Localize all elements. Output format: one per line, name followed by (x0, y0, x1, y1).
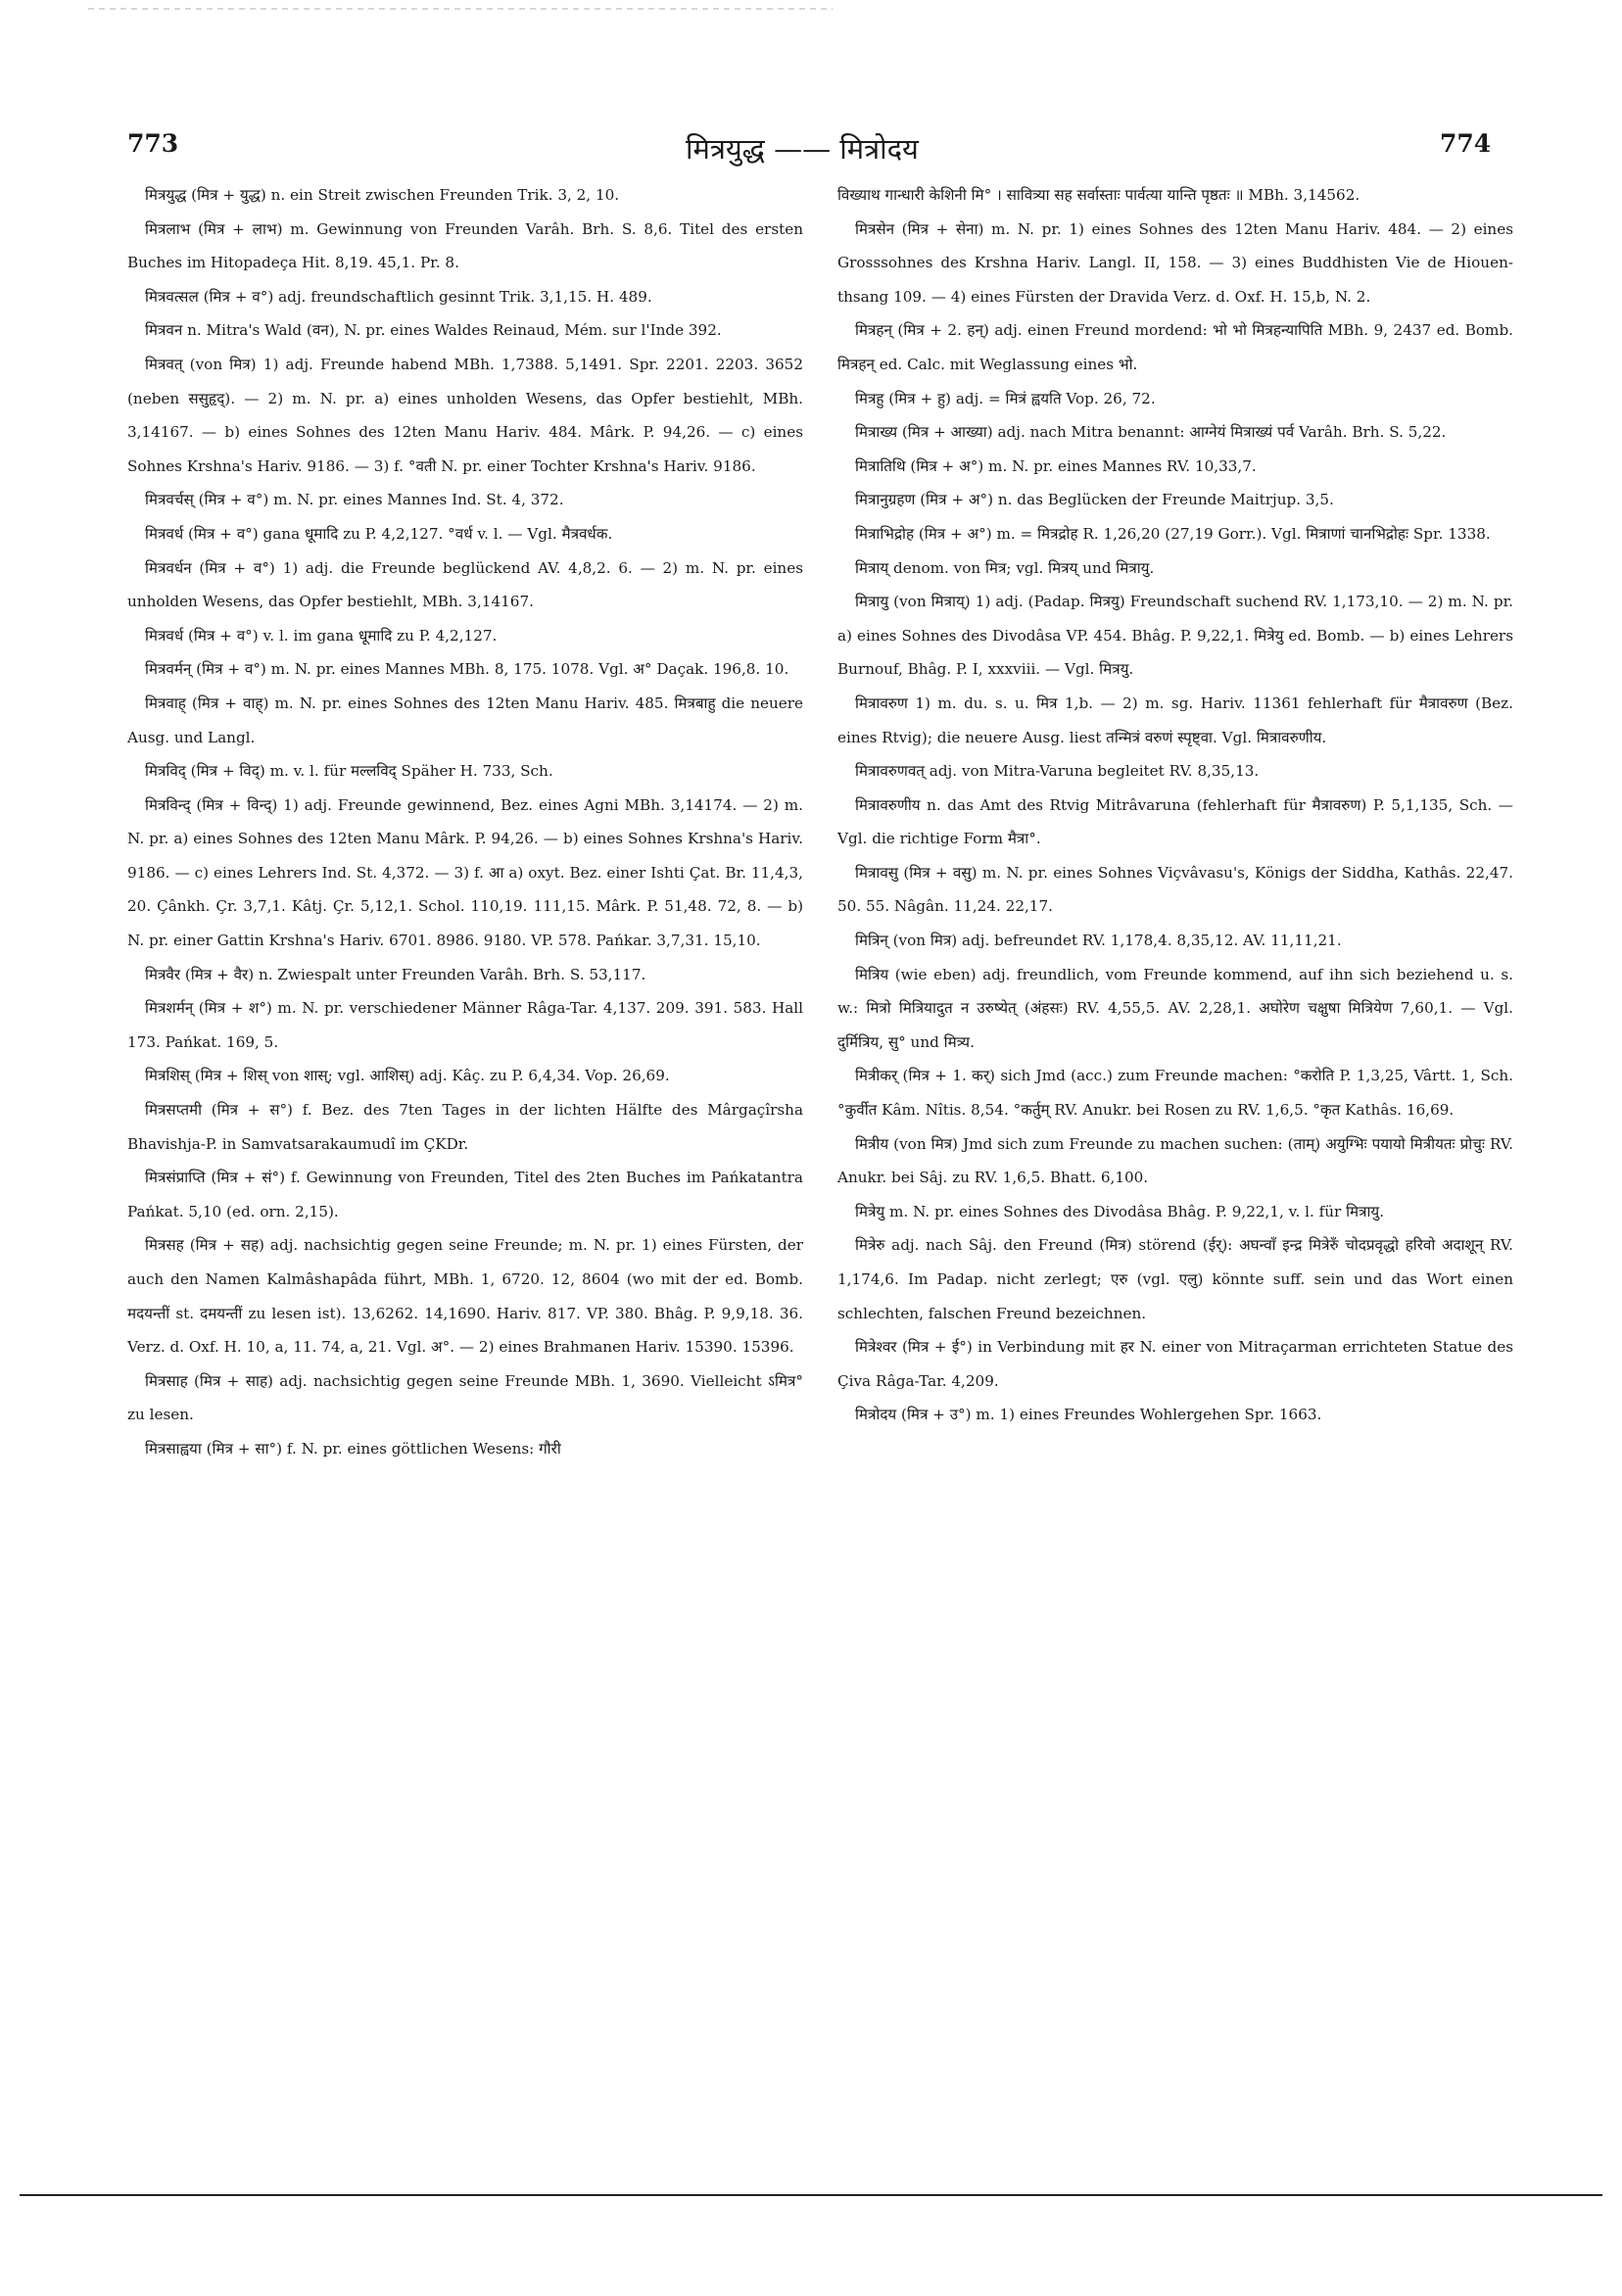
dictionary-entry: मित्राभिद्रोह (मित्र + अ°) m. = मित्रद्रोह R. 1,26,20 (27,19 Gorr.). Vgl. मित्राणां चानभिद्रोहः Spr. 1338. (855, 524, 1491, 543)
page-number-right: 774 (1440, 129, 1492, 158)
dictionary-entry: मित्रानुग्रहण (मित्र + अ°) n. das Beglücken der Freunde Maitrjup. 3,5. (855, 491, 1334, 509)
page-number-left: 773 (127, 129, 179, 158)
left-column (127, 178, 803, 1466)
dictionary-entry: मित्रेश्वर (मित्र + ई°) in Verbindung mit हर N. einer von Mitraçarman errichteten Statue des Çiva Râga-Tar. 4,209. (837, 1338, 1513, 1390)
dictionary-entry: मित्रवाह् (मित्र + वाह्) m. N. pr. eines Sohnes des 12ten Manu Hariv. 485. मित्रबाहु die neuere Ausg. und Langl. (127, 694, 803, 746)
dictionary-entry: मित्रशिस् (मित्र + शिस् von शास्; vgl. आशिस्) adj. Kâç. zu P. 6,4,34. Vop. 26,69. (145, 1067, 670, 1085)
scan-artifact-line (88, 8, 833, 10)
dictionary-entry: मित्रावरुणीय n. das Amt des Rtvig Mitrâvaruna (fehlerhaft für मैत्रावरुण) P. 5,1,135, Sch. — Vgl. die richtige Form मैत्रा°. (837, 795, 1513, 848)
dictionary-entry: मित्रावरुणवत् adj. von Mitra-Varuna begleitet RV. 8,35,13. (855, 762, 1260, 781)
bottom-rule (20, 2194, 1602, 2196)
dictionary-entry: मित्रेरु adj. nach Sâj. den Freund (मित्र) störend (ईर्): अघन्वाँ इन्द्र मित्रेरुँ चोदप्रवृद्धो हरिवो अदाशून् RV. 1,174,6. Im Padap. nicht zerlegt; एरु (vgl. एलु) könnte suff. sein und das Wort einen schlechten, falschen Freund bezeichnen. (837, 1236, 1513, 1322)
dictionary-entry: मित्रवर्मन् (मित्र + व°) m. N. pr. eines Mannes MBh. 8, 175. 1078. Vgl. अ° Daçak. 196,8. 10. (145, 660, 789, 679)
dictionary-entry: मित्रवत्सल (मित्र + व°) adj. freundschaftlich gesinnt Trik. 3,1,15. H. 489. (145, 287, 652, 306)
dictionary-entry: मित्रलाभ (मित्र + लाभ) m. Gewinnung von Freunden Varâh. Brh. S. 8,6. Titel des ersten Buches im Hitopadeça Hit. 8,19. 45,1. Pr. 8. (127, 219, 803, 272)
dictionary-entry: मित्रहन् (मित्र + 2. हन्) adj. einen Freund mordend: भो भो मित्रहन्यापिति MBh. 9, 2437 ed. Bomb. मित्रहन् ed. Calc. mit Weglassung eines भो. (837, 321, 1513, 373)
dictionary-entry: मित्रविद् (मित्र + विद्) m. v. l. für मल्लविद् Späher H. 733, Sch. (145, 762, 553, 781)
dictionary-entry: मित्रसंप्राप्ति (मित्र + सं°) f. Gewinnung von Freunden, Titel des 2ten Buches im Pańkatantra Pańkat. 5,10 (ed. orn. 2,15). (127, 1169, 803, 1220)
dictionary-entry: मित्रिय (wie eben) adj. freundlich, vom Freunde kommend, auf ihn sich beziehend u. s. w.: मित्रो मित्रियादुत न उरुष्येत् (अंहसः) RV. 4,55,5. AV. 2,28,1. अघोरेण चक्षुषा मित्रियेण 7,60,1. — Vgl. दुर्मित्रिय, सु° und मित्र्य. (837, 965, 1513, 1051)
running-title: मित्रयुद्ध —— मित्रोदय (686, 132, 919, 166)
dictionary-entry: मित्रवन n. Mitra's Wald (वन), N. pr. eines Waldes Reinaud, Mém. sur l'Inde 392. (145, 321, 722, 340)
dictionary-entry: मित्रसेन (मित्र + सेना) m. N. pr. 1) eines Sohnes des 12ten Manu Hariv. 484. — 2) eines Grosssohnes des Krshna Hariv. Langl. II, 158. — 3) eines Buddhisten Vie de Hiouen-thsang 109. — 4) eines Fürsten der Dravida Verz. d. Oxf. H. 15,b, N. 2. (837, 219, 1513, 306)
dictionary-entry: मित्रवैर (मित्र + वैर) n. Zwiespalt unter Freunden Varâh. Brh. S. 53,117. (145, 965, 646, 983)
dictionary-entry: मित्रसाह्वया (मित्र + सा°) f. N. pr. eines göttlichen Wesens: गौरी (145, 1439, 561, 1458)
dictionary-entry: मित्रीकर् (मित्र + 1. कर्) sich Jmd (acc.) zum Freunde machen: °करोति P. 1,3,25, Vârtt. 1, Sch. °कुर्वीत Kâm. Nîtis. 8,54. °कर्तुम् RV. Anukr. bei Rosen zu RV. 1,6,5. °कृत Kathâs. 16,69. (837, 1067, 1513, 1120)
dictionary-entry: मित्रोदय (मित्र + उ°) m. 1) eines Freundes Wohlergehen Spr. 1663. (855, 1406, 1322, 1424)
dictionary-entry: मित्रायु (von मित्राय्) 1) adj. (Padap. मित्रयु) Freundschaft suchend RV. 1,173,10. — 2) m. N. pr. a) eines Sohnes des Divodâsa VP. 454. Bhâg. P. 9,22,1. मित्रेयु ed. Bomb. — b) eines Lehrers Burnouf, Bhâg. P. I, xxxviii. — Vgl. मित्रयु. (837, 593, 1513, 679)
dictionary-entry: विख्याथ गान्धारी केशिनी मि° । सावित्र्या सह सर्वास्ताः पार्वत्या यान्ति पृष्ठतः ॥ MBh. 3,14562. (837, 186, 1360, 204)
dictionary-entry: मित्राय् denom. von मित्र; vgl. मित्रय् und मित्रायु. (855, 558, 1155, 577)
right-column (837, 178, 1513, 1432)
dictionary-entry: मित्रावरुण 1) m. du. s. u. मित्र 1,b. — 2) m. sg. Hariv. 11361 fehlerhaft für मैत्रावरुण (Bez. eines Rtvig); die neuere Ausg. liest तन्मित्रं वरुणं स्पृष्ट्वा. Vgl. मित्रावरुणीय. (837, 694, 1513, 746)
dictionary-entry: मित्रवर्ध (मित्र + व°) v. l. im gana धूमादि zu P. 4,2,127. (145, 626, 498, 645)
dictionary-entry: मित्रसप्तमी (मित्र + स°) f. Bez. des 7ten Tages in der lichten Hälfte des Mârgaçîrsha Bhavishja-P. in Samvatsarakaumudî im ÇKDr. (127, 1101, 803, 1153)
dictionary-entry: मित्रवर्धन (मित्र + व°) 1) adj. die Freunde beglückend AV. 4,8,2. 6. — 2) m. N. pr. eines unholden Wesens, das Opfer bestiehlt, MBh. 3,14167. (127, 558, 803, 611)
dictionary-entry: मित्रीय (von मित्र) Jmd sich zum Freunde zu machen suchen: (ताम्) अयुग्भिः पयायो मित्रीयतः प्रोचुः RV. Anukr. bei Sâj. zu RV. 1,6,5. Bhatt. 6,100. (837, 1134, 1513, 1187)
dictionary-entry: मित्रिन् (von मित्र) adj. befreundet RV. 1,178,4. 8,35,12. AV. 11,11,21. (855, 932, 1342, 950)
dictionary-entry: मित्रवत् (von मित्र) 1) adj. Freunde habend MBh. 1,7388. 5,1491. Spr. 2201. 2203. 3652 (neben ससुहृद्). — 2) m. N. pr. a) eines unholden Wesens, das Opfer bestiehlt, MBh. 3,14167. — b) eines Sohnes des 12ten Manu Hariv. 484. Mârk. P. 94,26. — c) eines Sohnes Krshna's Hariv. 9186. — 3) f. °वती N. pr. einer Tochter Krshna's Hariv. 9186. (127, 355, 803, 475)
dictionary-entry: मित्रातिथि (मित्र + अ°) m. N. pr. eines Mannes RV. 10,33,7. (855, 456, 1257, 475)
dictionary-entry: मित्राख्य (मित्र + आख्या) adj. nach Mitra benannt: आग्नेयं मित्राख्यं पर्व Varâh. Brh. S. 5,22. (855, 423, 1447, 442)
dictionary-entry: मित्रविन्द् (मित्र + विन्द्) 1) adj. Freunde gewinnend, Bez. eines Agni MBh. 3,14174. — 2) m. N. pr. a) eines Sohnes des 12ten Manu Mârk. P. 94,26. — b) eines Sohnes Krshna's Hariv. 9186. — c) eines Lehrers Ind. St. 4,372. — 3) f. आ a) oxyt. Bez. einer Ishti Çat. Br. 11,4,3, 20. Çânkh. Çr. 3,7,1. Kâtj. Çr. 5,12,1. Schol. 110,19. 111,15. Mârk. P. 51,48. 72, 8. — b) N. pr. einer Gattin Krshna's Hariv. 6701. 8986. 9180. VP. 578. Pańkar. 3,7,31. 15,10. (127, 795, 803, 950)
dictionary-entry: मित्रसह (मित्र + सह) adj. nachsichtig gegen seine Freunde; m. N. pr. 1) eines Fürsten, der auch den Namen Kalmâshapâda führt, MBh. 1, 6720. 12, 8604 (wo mit der ed. Bomb. मदयन्तीं st. दमयन्तीं zu lesen ist). 13,6262. 14,1690. Hariv. 817. VP. 380. Bhâg. P. 9,9,18. 36. Verz. d. Oxf. H. 10, a, 11. 74, a, 21. Vgl. अ°. — 2) eines Brahmanen Hariv. 15390. 15396. (127, 1236, 803, 1357)
dictionary-entry: मित्रशर्मन् (मित्र + श°) m. N. pr. verschiedener Männer Râga-Tar. 4,137. 209. 391. 583. Hall 173. Pańkat. 169, 5. (127, 999, 803, 1051)
dictionary-entry: मित्रावसु (मित्र + वसु) m. N. pr. eines Sohnes Viçvâvasu's, Königs der Siddha, Kathâs. 22,47. 50. 55. Nâgân. 11,24. 22,17. (837, 863, 1513, 916)
dictionary-entry: मित्रसाह (मित्र + साह) adj. nachsichtig gegen seine Freunde MBh. 1, 3690. Vielleicht ऽमित्र° zu lesen. (127, 1371, 803, 1424)
dictionary-entry: मित्रवर्ध (मित्र + व°) gana धूमादि zu P. 4,2,127. °वर्ध v. l. — Vgl. मैत्रवर्धक. (145, 524, 613, 543)
dictionary-entry: मित्रेयु m. N. pr. eines Sohnes des Divodâsa Bhâg. P. 9,22,1, v. l. für मित्रायु. (855, 1202, 1385, 1220)
dictionary-entry: मित्रयुद्ध (मित्र + युद्ध) n. ein Streit zwischen Freunden Trik. 3, 2, 10. (145, 186, 620, 204)
dictionary-entry: मित्रहु (मित्र + हु) adj. = मित्रं ह्वयति Vop. 26, 72. (855, 389, 1156, 407)
dictionary-entry: मित्रवर्चस् (मित्र + व°) m. N. pr. eines Mannes Ind. St. 4, 372. (145, 491, 564, 509)
